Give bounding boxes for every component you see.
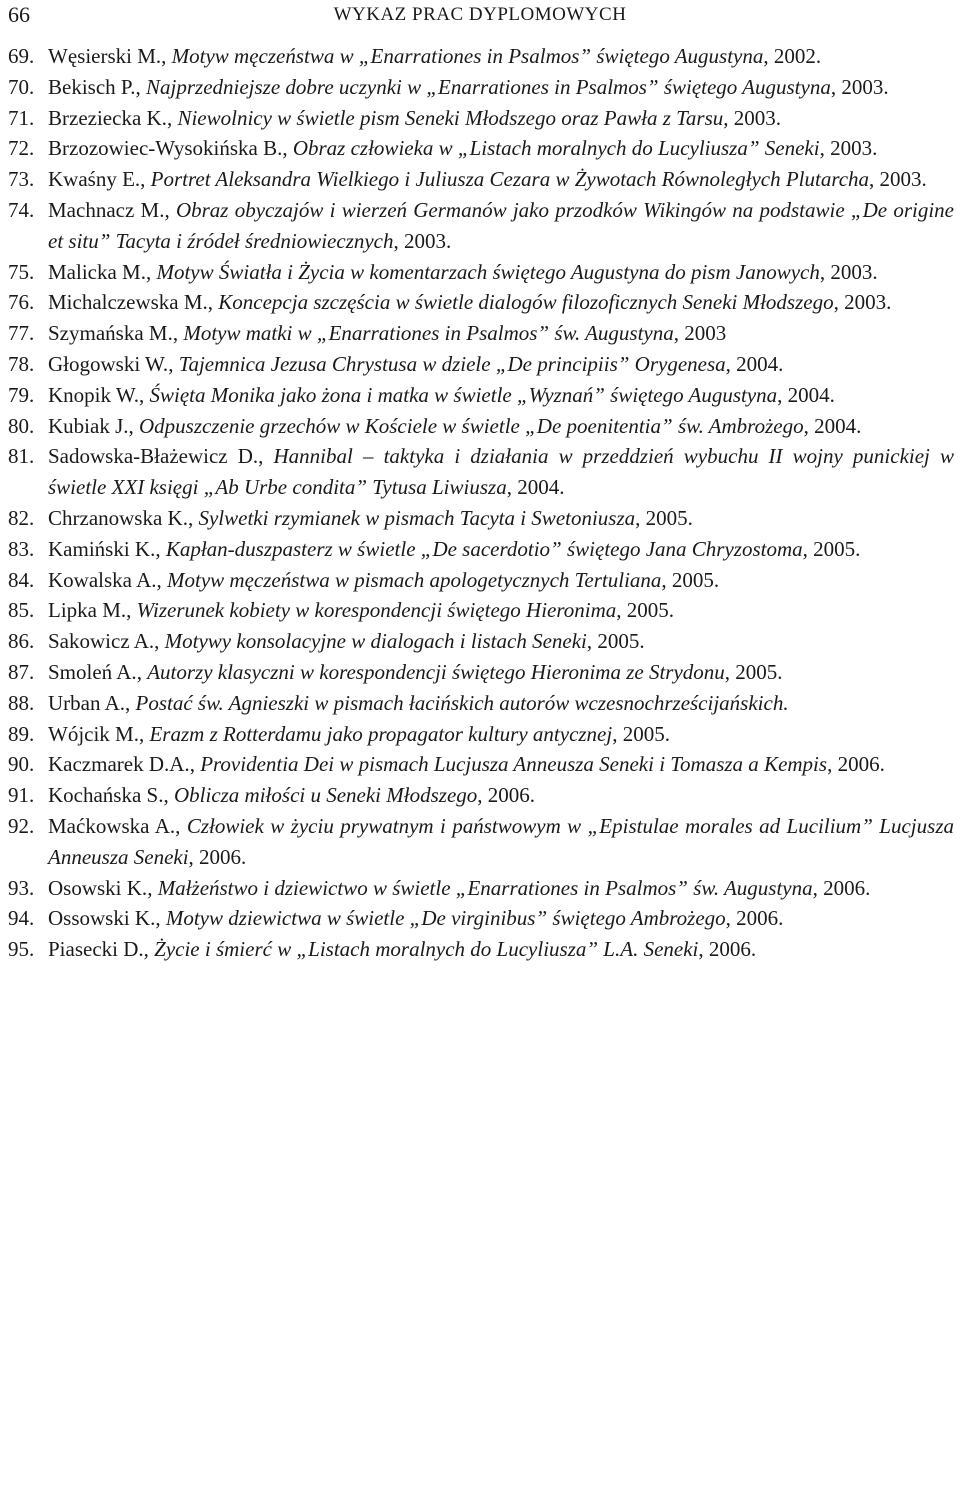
entry-year: , 2003. [819,136,878,161]
entry-author: Sakowicz A. [48,629,155,654]
list-item [8,626,954,657]
list-item [8,903,954,934]
entry-title: Człowiek w życiu prywatnym i państwowym w „Epistulae morales ad Lucilium” Lucjusza Anneusza Seneki [48,813,954,869]
entry-author: Malicka M. [48,259,146,284]
list-item [8,349,954,380]
entry-text [48,411,954,442]
entry-year: , 2004. [725,351,784,376]
list-item [8,133,954,164]
entry-number: 94. [8,906,35,931]
entry-text [48,349,954,380]
entry-year: , 2005. [612,721,670,746]
list-item [8,811,954,873]
entry-title: Hannibal – taktyka i działania w przeddzień wybuchu II wojny punickiej w świetle XXI księgi „Ab Urbe condita” Tytusa Liwiusza [48,444,955,500]
list-item [8,780,954,811]
entry-separator: , [145,259,157,284]
entry-year: , 2005. [635,505,693,530]
entry-year: , 2006. [477,783,536,808]
list-item [8,411,954,442]
entry-number: 78. [8,351,35,376]
entry-author: Wójcik M. [48,721,139,746]
entry-number: 74. [8,197,35,222]
entry-text [48,934,954,965]
entry-separator: , [163,783,174,808]
entry-separator: , [139,382,150,407]
entry-number: 95. [8,937,35,962]
entry-title: Niewolnicy w świetle pism Seneki Młodszego oraz Pawła z Tarsu [177,105,724,130]
entry-separator: , [168,351,179,376]
entry-text [48,565,954,596]
entry-number: 77. [8,321,35,346]
list-item [8,164,954,195]
entry-text [48,780,954,811]
entry-author: Kwaśny E. [48,167,141,192]
entry-year: , 2004. [506,475,565,500]
entry-number: 69. [8,44,35,68]
entry-author: Urban A. [48,690,125,715]
entry-author: Knopik W. [48,382,140,407]
entry-title: Małżeństwo i dziewictwo w świetle „Enarrationes in Psalmos” św. Augustyna [157,875,813,900]
entry-text [48,318,954,349]
entry-author: Szymańska M. [48,321,173,346]
entry-text [48,380,954,411]
entry-year: , 2003. [723,105,781,130]
list-item [8,749,954,780]
entry-year: , 2002. [763,44,822,68]
entry-author: Michalczewska M. [48,290,208,315]
entry-text [48,164,954,195]
entry-text [48,72,954,103]
entry-title: Erazm z Rotterdamu jako propagator kultury antycznej [149,721,613,746]
entry-author: Piasecki D. [48,937,144,962]
entry-separator: , [155,906,166,931]
entry-text [48,688,954,719]
entry-number: 83. [8,536,35,561]
list-item [8,873,954,904]
entry-title: Providentia Dei w pismach Lucjusza Anneusza Seneki i Tomasza a Kempis [200,752,828,777]
entry-number: 91. [8,783,35,808]
entry-author: Smoleń A. [48,659,137,684]
entry-title: Święta Monika jako żona i matka w świetle „Wyznań” świętego Augustyna [149,382,778,407]
entry-number: 93. [8,875,35,900]
list-item [8,257,954,288]
entry-text [48,595,954,626]
entry-year: , 2003. [830,74,889,99]
entry-number: 87. [8,659,35,684]
entry-year: , 2006. [725,906,784,931]
entry-title: Autorzy klasyczni w korespondencji świętego Hieronima ze Strydonu [147,659,725,684]
entry-author: Brzeziecka K. [48,105,167,130]
list-item [8,657,954,688]
entry-year: , 2005. [661,567,720,592]
entry-title: Motyw matki w „Enarrationes in Psalmos” św. Augustyna [183,321,674,346]
entry-separator: , [154,629,165,654]
entry-year: , 2005. [616,598,674,623]
entry-author: Brzozowiec-Wysokińska B. [48,136,283,161]
entry-author: Kubiak J. [48,413,129,438]
list-item [8,688,954,719]
entry-text [48,719,954,750]
entry-year: , 2004. [803,413,862,438]
entry-author: Węsierski M. [48,44,162,68]
entry-title: Życie i śmierć w „Listach moralnych do Lucyliusza” L.A. Seneki [154,937,699,962]
entry-author: Bekisch P. [48,74,136,99]
list-item [8,934,954,965]
entry-text [48,749,954,780]
entry-number: 71. [8,105,35,130]
list-item [8,41,954,72]
entry-title: Motyw dziewictwa w świetle „De virginibus” świętego Ambrożego [165,906,726,931]
entry-author: Kamiński K. [48,536,156,561]
entry-number: 84. [8,567,35,592]
entry-year: , 2005. [802,536,861,561]
entry-number: 72. [8,136,35,161]
entry-title: Odpuszczenie grzechów w Kościele w świetle „De poenitentia” św. Ambrożego [139,413,804,438]
entry-number: 92. [8,813,35,838]
entry-text [48,903,954,934]
entry-number: 73. [8,167,35,192]
entry-number: 82. [8,505,35,530]
entry-title: Postać św. Agnieszki w pismach łacińskich autorów wczesnochrześcijańskich. [135,690,789,715]
entry-number: 89. [8,721,35,746]
entry-author: Kaczmarek D.A. [48,752,190,777]
entry-separator: , [136,659,148,684]
entry-text [48,441,954,503]
entry-author: Kochańska S. [48,783,164,808]
entry-author: Głogowski W. [48,351,169,376]
entry-separator: , [155,536,166,561]
entry-title: Obraz człowieka w „Listach moralnych do Lucyliusza” Seneki [292,136,820,161]
entry-separator: , [189,752,201,777]
entry-text [48,503,954,534]
entry-number: 70. [8,74,35,99]
entry-text [48,195,954,257]
entry-author: Sadowska-Błażewicz D. [48,444,259,469]
entry-text [48,534,954,565]
list-item [8,441,954,503]
entry-text [48,811,954,873]
entry-separator: , [128,413,139,438]
entry-title: Sylwetki rzymianek w pismach Tacyta i Swetoniusza [198,505,636,530]
entry-text [48,257,954,288]
entry-text [48,41,954,72]
list-item [8,287,954,318]
list-item [8,103,954,134]
list-item [8,565,954,596]
entry-year: , 2003. [393,228,452,253]
entry-separator: , [164,197,176,222]
entry-number: 76. [8,290,35,315]
entry-year: , 2003. [819,259,878,284]
entry-number: 90. [8,752,35,777]
entry-separator: , [207,290,219,315]
entry-number: 81. [8,444,35,469]
entry-number: 80. [8,413,35,438]
entry-title: Motyw Światła i Życia w komentarzach świętego Augustyna do pism Janowych [156,259,820,284]
entry-separator: , [156,567,167,592]
entry-separator: , [143,937,155,962]
entry-title: Koncepcja szczęścia w świetle dialogów filozoficznych Seneki Młodszego [218,290,834,315]
entry-title: Tajemnica Jezusa Chrystusa w dziele „De principiis” Orygenesa [178,351,726,376]
entry-number: 86. [8,629,35,654]
list-item [8,719,954,750]
list-item [8,595,954,626]
entry-title: Oblicza miłości u Seneki Młodszego [173,783,478,808]
entry-title: Motyw męczeństwa w pismach apologetycznych Tertuliana [167,567,662,592]
entry-separator: , [175,813,187,838]
entry-separator: , [282,136,293,161]
list-item [8,318,954,349]
entry-separator: , [125,690,136,715]
entry-year: , 2003. [869,167,927,192]
entry-author: Osowski K. [48,875,148,900]
entry-text [48,873,954,904]
entry-year: , 2005. [724,659,783,684]
entry-text [48,287,954,318]
entry-number: 75. [8,259,35,284]
running-title: WYKAZ PRAC DYPLOMOWYCH [333,4,627,25]
entry-separator: , [140,167,151,192]
entry-author: Chrzanowska K. [48,505,188,530]
page-header [8,0,952,28]
entry-number: 88. [8,690,35,715]
entry-author: Maćkowska A. [48,813,176,838]
entry-text [48,626,954,657]
entry-text [48,133,954,164]
entry-title: Motywy konsolacyjne w dialogach i listach Seneki [164,629,587,654]
entry-title: Kapłan-duszpasterz w świetle „De sacerdotio” świętego Jana Chryzostoma [165,536,803,561]
list-item [8,195,954,257]
entry-year: , 2006. [188,844,247,869]
entry-text [48,103,954,134]
entry-title: Wizerunek kobiety w korespondencji świętego Hieronima [136,598,617,623]
entry-number: 85. [8,598,35,623]
list-item [8,534,954,565]
entry-separator: , [126,598,137,623]
entry-separator: , [258,444,274,469]
entry-separator: , [187,505,199,530]
entry-title: Obraz obyczajów i wierzeń Germanów jako przodków Wikingów na podstawie „De origine et situ” Tacyta i źródeł średniowiecznych [48,197,954,253]
entry-title: Najprzedniejsze dobre uczynki w „Enarrationes in Psalmos” świętego Augustyna [146,74,831,99]
entry-separator: , [172,321,184,346]
entry-separator: , [147,875,158,900]
entry-year: , 2003 [673,321,727,346]
thesis-list [8,41,954,965]
entry-author: Ossowski K. [48,906,156,931]
entry-year: , 2004. [777,382,835,407]
entry-text [48,657,954,688]
entry-author: Kowalska A. [48,567,157,592]
page-number: 66 [8,2,30,27]
entry-separator: , [161,44,172,68]
entry-author: Lipka M. [48,598,127,623]
entry-title: Portret Aleksandra Wielkiego i Juliusza Cezara w Żywotach Równoległych Plutarcha [150,167,870,192]
entry-year: , 2003. [833,290,892,315]
entry-title: Motyw męczeństwa w „Enarrationes in Psalmos” świętego Augustyna [171,44,764,68]
entry-year: , 2006. [827,752,885,777]
entry-year: , 2006. [812,875,871,900]
entry-separator: , [166,105,178,130]
entry-separator: , [138,721,150,746]
entry-number: 79. [8,382,35,407]
entry-year: , 2006. [698,937,757,962]
entry-separator: , [135,74,147,99]
entry-author: Machnacz M. [48,197,165,222]
list-item [8,503,954,534]
list-item [8,380,954,411]
entry-year: , 2005. [586,629,645,654]
list-item [8,72,954,103]
